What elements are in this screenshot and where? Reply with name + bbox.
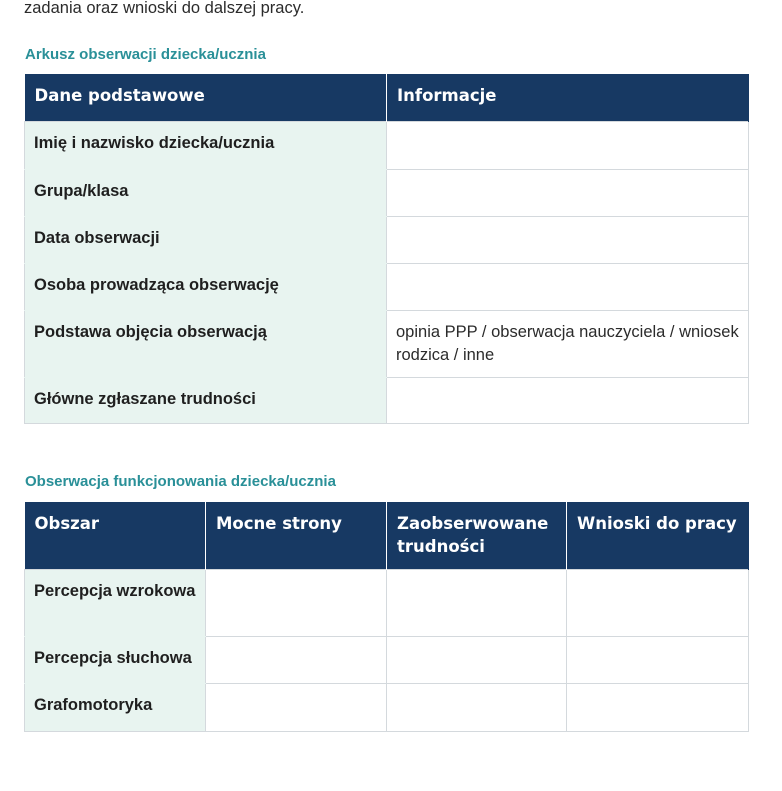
- column-header: Mocne strony: [206, 502, 387, 569]
- value-cell[interactable]: opinia PPP / obserwacja nauczyciela / wniosek rodzica / inne: [387, 310, 749, 377]
- column-header: Obszar: [25, 502, 206, 569]
- table-row: [25, 683, 749, 731]
- column-header: Dane podstawowe: [25, 74, 387, 121]
- column-header: Zaobserwowane trudności: [387, 502, 567, 569]
- table-row: [25, 121, 749, 169]
- row-label: Imię i nazwisko dziecka/ucznia: [25, 121, 387, 169]
- value-cell[interactable]: [387, 377, 749, 423]
- column-header: Wnioski do pracy: [567, 502, 749, 569]
- row-label: Grupa/klasa: [25, 169, 387, 216]
- table-header-row: [25, 502, 749, 569]
- table-header-row: [25, 74, 749, 121]
- section-title-functioning-observation: Obserwacja funkcjonowania dziecka/ucznia: [25, 473, 336, 490]
- strengths-cell[interactable]: [206, 683, 387, 731]
- row-label: Percepcja słuchowa: [25, 636, 206, 683]
- row-label: Osoba prowadząca obserwację: [25, 263, 387, 310]
- value-cell[interactable]: [387, 263, 749, 310]
- row-label: Percepcja wzrokowa: [25, 569, 206, 636]
- section-title-observation-sheet: Arkusz obserwacji dziecka/ucznia: [25, 46, 266, 63]
- table-row: [25, 569, 749, 636]
- table-row: [25, 377, 749, 423]
- conclusions-cell[interactable]: [567, 569, 749, 636]
- table-row: [25, 263, 749, 310]
- row-label: Podstawa objęcia obserwacją: [25, 310, 387, 377]
- table-row: [25, 216, 749, 263]
- value-cell[interactable]: [387, 216, 749, 263]
- column-header: Informacje: [387, 74, 749, 121]
- difficulties-cell[interactable]: [387, 569, 567, 636]
- row-label: Data obserwacji: [25, 216, 387, 263]
- functioning-observation-table: [24, 502, 749, 732]
- difficulties-cell[interactable]: [387, 636, 567, 683]
- basic-data-table: [24, 74, 749, 424]
- table-row: [25, 310, 749, 377]
- row-label: Główne zgłaszane trudności: [25, 377, 387, 423]
- intro-text: zadania oraz wnioski do dalszej pracy.: [24, 0, 305, 17]
- row-label: Grafomotoryka: [25, 683, 206, 731]
- table-row: [25, 169, 749, 216]
- table-row: [25, 636, 749, 683]
- strengths-cell[interactable]: [206, 569, 387, 636]
- value-cell[interactable]: [387, 121, 749, 169]
- conclusions-cell[interactable]: [567, 683, 749, 731]
- value-cell[interactable]: [387, 169, 749, 216]
- strengths-cell[interactable]: [206, 636, 387, 683]
- difficulties-cell[interactable]: [387, 683, 567, 731]
- conclusions-cell[interactable]: [567, 636, 749, 683]
